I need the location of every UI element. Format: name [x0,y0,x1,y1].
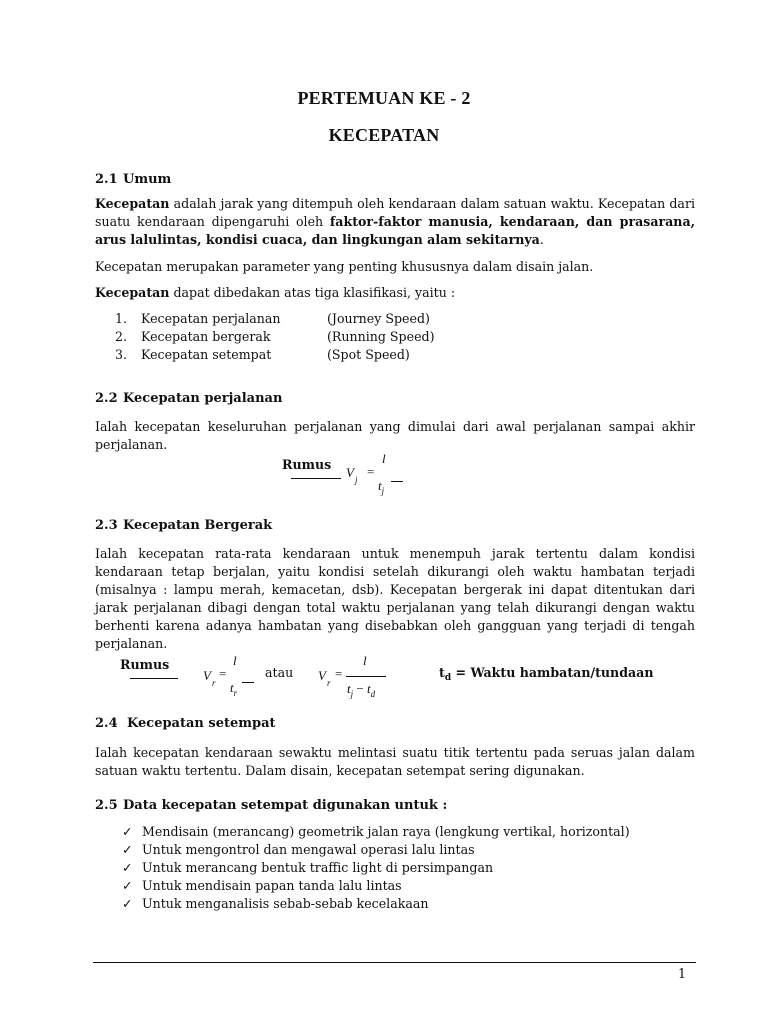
footer-divider [93,962,696,963]
formula-vj-lhs: $V_j$ [346,465,358,485]
topic-title: KECEPATAN [328,125,440,145]
formula-vr2-lhs: $V_r$ [318,668,331,688]
list-item: ✓ Untuk mendisain papan tanda lalu lintas [122,878,402,893]
section-2-2-paragraph: Ialah kecepatan keseluruhan perjalanan yang dimulai dari awal perjalanan sampai akhir perjalanan. [95,419,695,452]
document-page: PERTEMUAN KE - 2 KECEPATAN 2.1 Umum Kecepatan adalah jarak yang ditempuh oleh kendaraan dalam satuan waktu. Kecepatan dari suatu kendaraan dipengaruhi oleh faktor-faktor manusia, kendaraan, dan prasarana, arus lalulintas, kondisi cuaca, dan lingkungan alam sekitarnya. Kecepatan merupakan parameter yang penting khususnya dalam disain jalan. Kecepatan dapat dibedakan atas tiga klasifikasi, yaitu : 1. Kecepatan perjalanan (Journey Speed) 2. Kecepatan bergerak (Running Speed) 3. Kecepatan setempat (Spot Speed) 2.2 Kecepatan perjalanan Ialah kecepatan keseluruhan perjalanan yang dimulai dari awal perjalanan sampai akhir perjalanan. Rumus $V_j$ = l $t_j$ 2.3 Kecepatan Bergerak Ialah kecepatan rata-rata kendaraan untuk menempuh jarak tertentu dalam kondisi kendaraan tetap berjalan, yaitu kondisi setelah dikurangi oleh waktu hambatan terjadi (misalnya : lampu merah, kemacetan, dsb). Kecepatan bergerak ini dapat ditentukan dari jarak perjalanan dibagi dengan total waktu perjalanan yang telah dikurangi dengan waktu berhenti karena adanya hambatan yang disebabkan oleh gangguan yang terjadi di tengah perjalanan. Rumus $V_r$ = l $t_r$ atau $V_r$ = l $t_j - t_d$ $t_d$ = Waktu hambatan/tundaan 2.4 Kecepatan setempat Ialah kecepatan kendaraan sewaktu melintasi suatu titik tertentu pada seruas jalan dalam satuan waktu tertentu. Dalam disain, kecepatan setempat sering digunakan. 2.5 Data kecepatan setempat digunakan untuk : ✓ Mendisain (merancang) geometrik jalan raya (lengkung vertikal, horizontal) ✓ Untuk mengontrol dan mengawal operasi lalu lintas ✓ Untuk merancang bentuk traffic light di persimpangan ✓ Untuk mendisain papan tanda lalu lintas ✓ Untuk menganalisis sebab-sebab kecelakaan 1 [0,0,768,1024]
section-2-1-heading: 2.1 Umum [95,172,172,187]
formula-denominator-3: $t_j - t_d$ [347,681,376,699]
rumus-label-2: Rumus [120,657,170,672]
td-definition: $t_d$ = Waktu hambatan/tundaan [439,665,654,683]
list-item: ✓ Mendisain (merancang) geometrik jalan raya (lengkung vertikal, horizontal) [122,824,630,839]
rumus-underline [291,478,341,479]
page-number: 1 [678,966,687,981]
section-2-2-heading: 2.2 Kecepatan perjalanan [95,391,283,406]
section-2-5-heading: 2.5 Data kecepatan setempat digunakan untuk : [95,798,448,813]
section-2-4-paragraph: Ialah kecepatan kendaraan sewaktu melintasi suatu titik tertentu pada seruas jalan dalam satuan waktu tertentu. Dalam disain, kecepatan setempat sering digunakan. [95,745,695,778]
formula-equals-2: = [219,666,227,681]
section-2-3-paragraph: Ialah kecepatan rata-rata kendaraan untuk menempuh jarak tertentu dalam kondisi kendaraan tetap berjalan, yaitu kondisi setelah dikurangi oleh waktu hambatan terjadi (misalnya : lampu merah, kemacetan, dsb). Kecepatan bergerak ini dapat ditentukan dari jarak perjalanan dibagi dengan total waktu perjalanan yang telah dikurangi dengan waktu berhenti karena adanya hambatan yang disebabkan oleh gangguan yang terjadi di tengah perjalanan. [95,546,695,651]
section-2-4-heading: 2.4 Kecepatan setempat [95,716,276,731]
formula-equals: = [367,464,375,479]
section-2-3-heading: 2.3 Kecepatan Bergerak [95,518,273,533]
checkmark-icon: ✓ [122,896,133,911]
formula-numerator-2: l [233,653,237,668]
formula-denominator-2: $t_r$ [230,680,238,698]
checkmark-icon: ✓ [122,824,133,839]
formula-equals-3: = [335,666,343,681]
usage-checklist [122,823,630,913]
formula-numerator-3: l [363,653,367,668]
checkmark-icon: ✓ [122,860,133,875]
formula-fraction-bar-2 [242,682,254,683]
rumus-label: Rumus [282,457,332,472]
atau-label: atau [265,665,294,680]
list-item: ✓ Untuk menganalisis sebab-sebab kecelakaan [122,896,429,911]
checkmark-icon: ✓ [122,842,133,857]
rumus-underline-2 [130,678,178,679]
formula-fraction-bar [391,481,403,482]
formula-fraction-bar-3 [346,676,386,677]
section-2-1-paragraph-1: Kecepatan adalah jarak yang ditempuh oleh kendaraan dalam satuan waktu. Kecepatan dari suatu kendaraan dipengaruhi oleh faktor-faktor manusia, kendaraan, dan prasarana, arus lalulintas, kondisi cuaca, dan lingkungan alam sekitarnya. [95,196,695,247]
list-item: ✓ Untuk mengontrol dan mengawal operasi lalu lintas [122,842,475,857]
formula-numerator: l [382,451,386,466]
section-2-1-paragraph-2: Kecepatan merupakan parameter yang penting khususnya dalam disain jalan. [95,259,594,274]
meeting-title: PERTEMUAN KE - 2 [297,88,471,108]
section-2-1-paragraph-3: Kecepatan dapat dibedakan atas tiga klasifikasi, yaitu : [95,285,456,300]
formula-vr-lhs: $V_r$ [203,668,216,688]
formula-denominator: $t_j$ [378,478,385,496]
list-item: ✓ Untuk merancang bentuk traffic light di persimpangan [122,860,494,875]
checkmark-icon: ✓ [122,878,133,893]
